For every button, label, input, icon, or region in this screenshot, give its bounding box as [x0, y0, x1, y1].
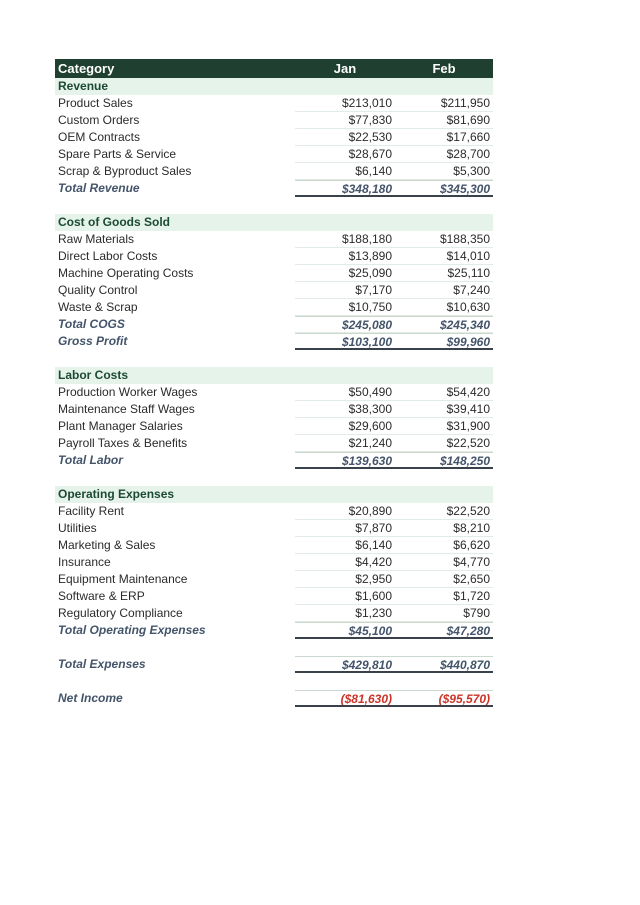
feb-value-cell: $22,520	[395, 435, 493, 452]
feb-value-cell: $188,350	[395, 231, 493, 248]
jan-value-cell: $103,100	[295, 333, 395, 350]
section-header-row	[55, 78, 493, 95]
row-label-cell: Plant Manager Salaries	[58, 419, 183, 433]
total-row	[55, 690, 493, 707]
row-label-cell: Operating Expenses	[58, 487, 175, 501]
feb-value-cell: $17,660	[395, 129, 493, 146]
row-label-cell: Machine Operating Costs	[58, 266, 194, 280]
jan-value-cell: $6,140	[295, 163, 395, 180]
column-header-jan: Jan	[333, 61, 357, 76]
row-label-cell: Raw Materials	[58, 232, 135, 246]
jan-value-cell	[295, 486, 395, 503]
row-label-cell: Revenue	[58, 79, 109, 93]
jan-value-cell: $4,420	[295, 554, 395, 571]
feb-value-cell: $10,630	[395, 299, 493, 316]
row-label-cell: Utilities	[58, 521, 97, 535]
spacer-row	[55, 197, 493, 214]
data-row	[55, 588, 493, 605]
feb-value-cell: $8,210	[395, 520, 493, 537]
jan-value-cell: $29,600	[295, 418, 395, 435]
feb-value-cell: $245,340	[395, 316, 493, 333]
feb-value-cell: $1,720	[395, 588, 493, 605]
row-label-cell: Maintenance Staff Wages	[58, 402, 195, 416]
feb-value-cell: $25,110	[395, 265, 493, 282]
jan-value-cell	[295, 214, 395, 231]
jan-value-cell: $139,630	[295, 452, 395, 469]
feb-value-cell	[395, 486, 493, 503]
jan-value-cell	[295, 367, 395, 384]
table-header-row	[55, 59, 493, 78]
row-label-cell: Custom Orders	[58, 113, 140, 127]
jan-value-cell: $2,950	[295, 571, 395, 588]
jan-value-cell: $213,010	[295, 95, 395, 112]
feb-value-cell: $148,250	[395, 452, 493, 469]
table-body	[55, 78, 493, 707]
jan-value-cell: $13,890	[295, 248, 395, 265]
feb-value-cell	[395, 367, 493, 384]
feb-value-cell: $6,620	[395, 537, 493, 554]
row-label-cell: Labor Costs	[58, 368, 129, 382]
financial-statement-table	[55, 59, 493, 707]
row-label-cell: OEM Contracts	[58, 130, 141, 144]
section-header-row	[55, 214, 493, 231]
data-row	[55, 605, 493, 622]
data-row	[55, 146, 493, 163]
jan-value-cell: $25,090	[295, 265, 395, 282]
spacer-row	[55, 673, 493, 690]
data-row	[55, 418, 493, 435]
data-row	[55, 384, 493, 401]
jan-value-cell: $7,170	[295, 282, 395, 299]
data-row	[55, 163, 493, 180]
jan-value-cell: $7,870	[295, 520, 395, 537]
feb-value-cell: ($95,570)	[395, 690, 493, 707]
row-label-cell: Waste & Scrap	[58, 300, 138, 314]
row-label-cell: Total Revenue	[58, 181, 140, 195]
data-row	[55, 435, 493, 452]
feb-value-cell: $14,010	[395, 248, 493, 265]
jan-value-cell: $245,080	[295, 316, 395, 333]
total-row	[55, 316, 493, 333]
row-label-cell: Facility Rent	[58, 504, 125, 518]
row-label-cell: Production Worker Wages	[58, 385, 198, 399]
section-header-row	[55, 367, 493, 384]
data-row	[55, 95, 493, 112]
total-row	[55, 333, 493, 350]
jan-value-cell	[295, 78, 395, 95]
jan-value-cell: $77,830	[295, 112, 395, 129]
data-row	[55, 299, 493, 316]
data-row	[55, 129, 493, 146]
row-label-cell: Equipment Maintenance	[58, 572, 188, 586]
feb-value-cell: $99,960	[395, 333, 493, 350]
total-row	[55, 180, 493, 197]
row-label-cell: Net Income	[58, 691, 123, 705]
total-row	[55, 656, 493, 673]
feb-value-cell: $28,700	[395, 146, 493, 163]
feb-value-cell: $440,870	[395, 656, 493, 673]
row-label-cell: Gross Profit	[58, 334, 128, 348]
data-row	[55, 520, 493, 537]
data-row	[55, 503, 493, 520]
jan-value-cell: $45,100	[295, 622, 395, 639]
row-label-cell: Total Operating Expenses	[58, 623, 206, 637]
row-label-cell: Spare Parts & Service	[58, 147, 177, 161]
jan-value-cell: $22,530	[295, 129, 395, 146]
feb-value-cell: $39,410	[395, 401, 493, 418]
row-label-cell: Cost of Goods Sold	[58, 215, 170, 229]
row-label-cell: Product Sales	[58, 96, 133, 110]
jan-value-cell: $10,750	[295, 299, 395, 316]
feb-value-cell: $2,650	[395, 571, 493, 588]
row-label-cell: Total Labor	[58, 453, 123, 467]
jan-value-cell: $50,490	[295, 384, 395, 401]
data-row	[55, 248, 493, 265]
data-row	[55, 537, 493, 554]
data-row	[55, 571, 493, 588]
column-header-feb: Feb	[432, 61, 456, 76]
data-row	[55, 112, 493, 129]
jan-value-cell: $429,810	[295, 656, 395, 673]
feb-value-cell: $47,280	[395, 622, 493, 639]
jan-value-cell: $21,240	[295, 435, 395, 452]
row-label-cell: Quality Control	[58, 283, 138, 297]
feb-value-cell: $790	[395, 605, 493, 622]
row-label-cell: Regulatory Compliance	[58, 606, 183, 620]
jan-value-cell: $1,600	[295, 588, 395, 605]
row-label-cell: Direct Labor Costs	[58, 249, 158, 263]
row-label-cell: Marketing & Sales	[58, 538, 156, 552]
feb-value-cell: $211,950	[395, 95, 493, 112]
section-header-row	[55, 486, 493, 503]
spacer-row	[55, 350, 493, 367]
jan-value-cell: $20,890	[295, 503, 395, 520]
data-row	[55, 401, 493, 418]
data-row	[55, 231, 493, 248]
jan-value-cell: ($81,630)	[295, 690, 395, 707]
jan-value-cell: $1,230	[295, 605, 395, 622]
data-row	[55, 554, 493, 571]
feb-value-cell: $31,900	[395, 418, 493, 435]
feb-value-cell: $5,300	[395, 163, 493, 180]
spacer-row	[55, 639, 493, 656]
data-row	[55, 265, 493, 282]
feb-value-cell: $345,300	[395, 180, 493, 197]
jan-value-cell: $188,180	[295, 231, 395, 248]
jan-value-cell: $6,140	[295, 537, 395, 554]
feb-value-cell: $4,770	[395, 554, 493, 571]
jan-value-cell: $38,300	[295, 401, 395, 418]
total-row	[55, 452, 493, 469]
column-header-category: Category	[58, 61, 115, 76]
row-label-cell: Scrap & Byproduct Sales	[58, 164, 192, 178]
feb-value-cell	[395, 214, 493, 231]
row-label-cell: Payroll Taxes & Benefits	[58, 436, 188, 450]
row-label-cell: Total Expenses	[58, 657, 146, 671]
row-label-cell: Software & ERP	[58, 589, 145, 603]
jan-value-cell: $28,670	[295, 146, 395, 163]
row-label-cell: Insurance	[58, 555, 111, 569]
feb-value-cell	[395, 78, 493, 95]
total-row	[55, 622, 493, 639]
data-row	[55, 282, 493, 299]
feb-value-cell: $54,420	[395, 384, 493, 401]
feb-value-cell: $22,520	[395, 503, 493, 520]
spacer-row	[55, 469, 493, 486]
feb-value-cell: $7,240	[395, 282, 493, 299]
jan-value-cell: $348,180	[295, 180, 395, 197]
feb-value-cell: $81,690	[395, 112, 493, 129]
row-label-cell: Total COGS	[58, 317, 125, 331]
